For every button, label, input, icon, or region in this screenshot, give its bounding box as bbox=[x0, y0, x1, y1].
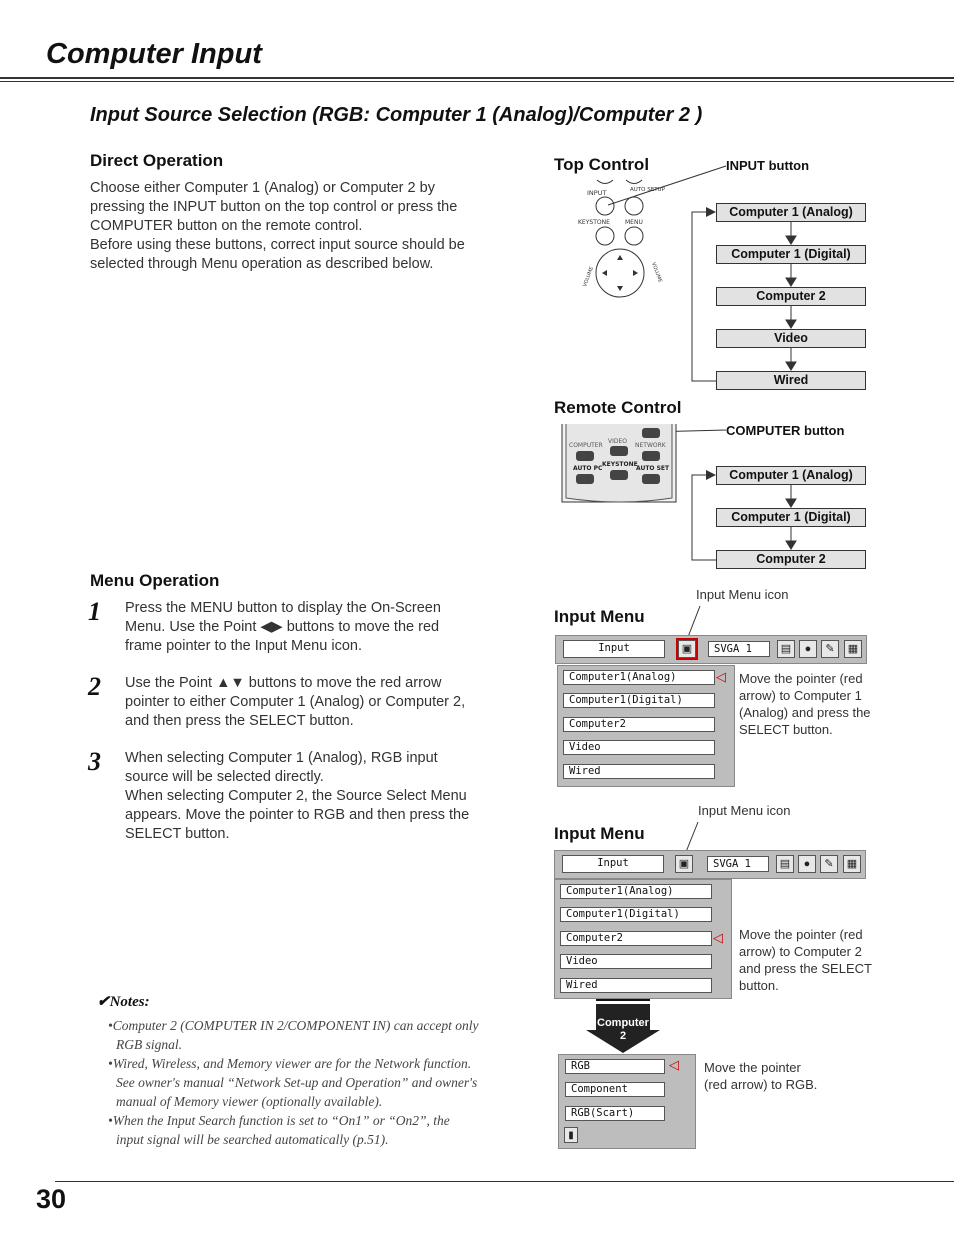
input-menu-icon-label: Input Menu icon bbox=[698, 803, 791, 818]
text-line: When selecting Computer 2, the Source Select Menu bbox=[125, 788, 467, 804]
auto-set-label: AUTO SET bbox=[636, 465, 670, 472]
text-line: When selecting Computer 1 (Analog), RGB input bbox=[125, 750, 438, 766]
input-menu-field: Input bbox=[563, 640, 665, 658]
text-line: appears. Move the pointer to RGB and then press the bbox=[125, 807, 470, 823]
computer-key[interactable] bbox=[576, 451, 594, 461]
red-arrow-pointer-icon: ◁ bbox=[716, 669, 726, 684]
video-key[interactable] bbox=[610, 446, 628, 456]
remote-control-heading: Remote Control bbox=[554, 398, 682, 417]
menu-item[interactable]: Computer2 bbox=[563, 717, 715, 732]
remote-seq-computer1-analog: Computer 1 (Analog) bbox=[716, 466, 866, 485]
caption-line: Move the pointer bbox=[704, 1060, 801, 1075]
exit-icon[interactable]: ▮ bbox=[564, 1127, 578, 1143]
text-line: Press the MENU button to display the On-Screen bbox=[125, 600, 441, 616]
caption-line: Move the pointer (red bbox=[739, 671, 863, 686]
footer-rule bbox=[55, 1181, 954, 1182]
input-menu-panel bbox=[557, 665, 735, 787]
caption-line: arrow) to Computer 2 bbox=[739, 944, 862, 959]
volume-minus-label: VOLUME bbox=[582, 265, 596, 288]
note-line: manual of Memory viewer (optionally available). bbox=[116, 1094, 383, 1109]
step-2-text bbox=[125, 674, 465, 731]
step-number: 1 bbox=[88, 597, 101, 626]
caption-line: Move the pointer (red bbox=[739, 927, 863, 942]
menu-item[interactable]: Computer2 bbox=[560, 931, 712, 946]
menu-item[interactable]: Computer1(Digital) bbox=[563, 693, 715, 708]
text-line: pressing the INPUT button on the top control or press the bbox=[90, 199, 458, 215]
input-menu-panel bbox=[554, 879, 732, 999]
top-key[interactable] bbox=[642, 428, 660, 438]
caption-line: and press the SELECT bbox=[739, 961, 872, 976]
input-menu-2-caption bbox=[739, 926, 872, 994]
seq-wired: Wired bbox=[716, 371, 866, 390]
input-label: INPUT bbox=[587, 189, 607, 197]
text-line: source will be selected directly. bbox=[125, 769, 324, 785]
source-item[interactable]: RGB(Scart) bbox=[565, 1106, 665, 1121]
remote-seq-computer1-digital: Computer 1 (Digital) bbox=[716, 508, 866, 527]
menu-item[interactable]: Wired bbox=[560, 978, 712, 993]
video-label: VIDEO bbox=[608, 438, 628, 445]
page-title: Computer Input bbox=[46, 38, 262, 70]
remote-seq-computer2: Computer 2 bbox=[716, 550, 866, 569]
note-line: •Computer 2 (COMPUTER IN 2/COMPONENT IN) can accept only bbox=[108, 1018, 479, 1033]
input-menu-field: Input bbox=[562, 855, 664, 873]
menu-item[interactable]: Wired bbox=[563, 764, 715, 779]
input-menu-icon[interactable]: ▣ bbox=[678, 640, 696, 658]
note-line: •Wired, Wireless, and Memory viewer are for the Network function. bbox=[108, 1056, 472, 1071]
caption-line: button. bbox=[739, 978, 779, 993]
auto-pc-label: AUTO PC bbox=[573, 465, 603, 472]
source-select-caption bbox=[704, 1059, 817, 1093]
input-menu-icon[interactable]: ▣ bbox=[675, 855, 693, 873]
notes-list bbox=[108, 1016, 508, 1149]
seq-computer1-analog: Computer 1 (Analog) bbox=[716, 203, 866, 222]
input-menu-heading: Input Menu bbox=[554, 607, 645, 626]
seq-computer2: Computer 2 bbox=[716, 287, 866, 306]
image-adjust-icon[interactable]: ▤ bbox=[777, 640, 795, 658]
menu-operation-heading: Menu Operation bbox=[90, 571, 220, 590]
arrow-label-line: Computer bbox=[597, 1017, 649, 1029]
keystone-remote-key[interactable] bbox=[610, 470, 628, 480]
seq-computer1-digital: Computer 1 (Digital) bbox=[716, 245, 866, 264]
text-line: Choose either Computer 1 (Analog) or Computer 2 by bbox=[90, 180, 435, 196]
menu-bar bbox=[554, 850, 866, 879]
menu-item[interactable]: Video bbox=[560, 954, 712, 969]
text-line: COMPUTER button on the remote control. bbox=[90, 218, 363, 234]
text-line: Menu. Use the Point ◀▶ buttons to move the red bbox=[125, 619, 440, 635]
step-number: 2 bbox=[88, 672, 101, 701]
menu-item[interactable]: Video bbox=[563, 740, 715, 755]
text-line: and then press the SELECT button. bbox=[125, 713, 354, 729]
menu-item[interactable]: Computer1(Digital) bbox=[560, 907, 712, 922]
note-item bbox=[108, 1016, 508, 1054]
caption-line: arrow) to Computer 1 bbox=[739, 688, 862, 703]
signal-field: SVGA 1 bbox=[708, 641, 770, 657]
text-line: Before using these buttons, correct input source should be bbox=[90, 237, 465, 253]
direct-operation-heading: Direct Operation bbox=[90, 151, 224, 170]
auto-pc-key[interactable] bbox=[576, 474, 594, 484]
step-1-text bbox=[125, 599, 441, 656]
setting-icon[interactable]: ✎ bbox=[821, 640, 839, 658]
text-line: frame pointer to the Input Menu icon. bbox=[125, 638, 362, 654]
setting-icon[interactable]: ✎ bbox=[820, 855, 838, 873]
step-number: 3 bbox=[88, 747, 101, 776]
screen-icon[interactable]: ▦ bbox=[844, 640, 862, 658]
computer-label: COMPUTER bbox=[569, 442, 603, 449]
menu-bar bbox=[555, 635, 867, 664]
menu-label: MENU bbox=[625, 219, 643, 226]
section-subtitle: Input Source Selection (RGB: Computer 1 (Analog)/Computer 2 ) bbox=[90, 104, 703, 126]
keystone-remote-label: KEYSTONE bbox=[602, 461, 638, 468]
note-line: See owner's manual “Network Set-up and Operation” and owner's bbox=[116, 1075, 478, 1090]
red-arrow-pointer-icon: ◁ bbox=[669, 1057, 679, 1072]
menu-item[interactable]: Computer1(Analog) bbox=[563, 670, 715, 685]
caption-line: (Analog) and press the bbox=[739, 705, 871, 720]
image-adjust-icon[interactable]: ▤ bbox=[776, 855, 794, 873]
source-item[interactable]: Component bbox=[565, 1082, 665, 1097]
color-icon[interactable]: ● bbox=[798, 855, 816, 873]
volume-plus-label: VOLUME bbox=[650, 261, 663, 284]
text-line: pointer to either Computer 1 (Analog) or Computer 2, bbox=[125, 694, 466, 710]
signal-field: SVGA 1 bbox=[707, 856, 769, 872]
note-line: input signal will be searched automatically (p.51). bbox=[116, 1132, 389, 1147]
color-icon[interactable]: ● bbox=[799, 640, 817, 658]
note-item bbox=[108, 1054, 508, 1111]
keystone-label: KEYSTONE bbox=[578, 219, 610, 226]
note-line: RGB signal. bbox=[116, 1037, 182, 1052]
seq-video: Video bbox=[716, 329, 866, 348]
text-line: Use the Point ▲▼ buttons to move the red arrow bbox=[125, 675, 442, 691]
source-select-panel bbox=[558, 1054, 696, 1149]
caption-line: (red arrow) to RGB. bbox=[704, 1077, 818, 1092]
top-control-heading: Top Control bbox=[554, 155, 650, 174]
computer-button-callout: COMPUTER button bbox=[726, 423, 845, 438]
remote-control-drawing bbox=[558, 424, 680, 504]
text-line: SELECT button. bbox=[125, 826, 230, 842]
arrow-label-line: 2 bbox=[619, 1030, 627, 1042]
note-item bbox=[108, 1111, 508, 1149]
screen-icon[interactable]: ▦ bbox=[843, 855, 861, 873]
menu-item[interactable]: Computer1(Analog) bbox=[560, 884, 712, 899]
network-key[interactable] bbox=[642, 451, 660, 461]
text-line: selected through Menu operation as described below. bbox=[90, 256, 434, 272]
input-menu-heading: Input Menu bbox=[554, 824, 645, 843]
note-line: •When the Input Search function is set to “On1” or “On2”, the bbox=[108, 1113, 450, 1128]
auto-set-key[interactable] bbox=[642, 474, 660, 484]
source-item[interactable]: RGB bbox=[565, 1059, 665, 1074]
auto-setup-label: AUTO SETUP bbox=[630, 187, 665, 193]
network-label: NETWORK bbox=[635, 442, 666, 449]
page-number: 30 bbox=[36, 1184, 67, 1214]
step-3-text bbox=[125, 749, 469, 844]
input-menu-icon-label: Input Menu icon bbox=[696, 587, 789, 602]
notes-heading: ✔Notes: bbox=[97, 994, 150, 1010]
input-button-callout: INPUT button bbox=[726, 158, 810, 173]
red-arrow-pointer-icon: ◁ bbox=[713, 930, 723, 945]
caption-line: SELECT button. bbox=[739, 722, 833, 737]
computer-2-arrow-label bbox=[590, 1017, 656, 1043]
input-menu-1-caption bbox=[739, 670, 871, 738]
